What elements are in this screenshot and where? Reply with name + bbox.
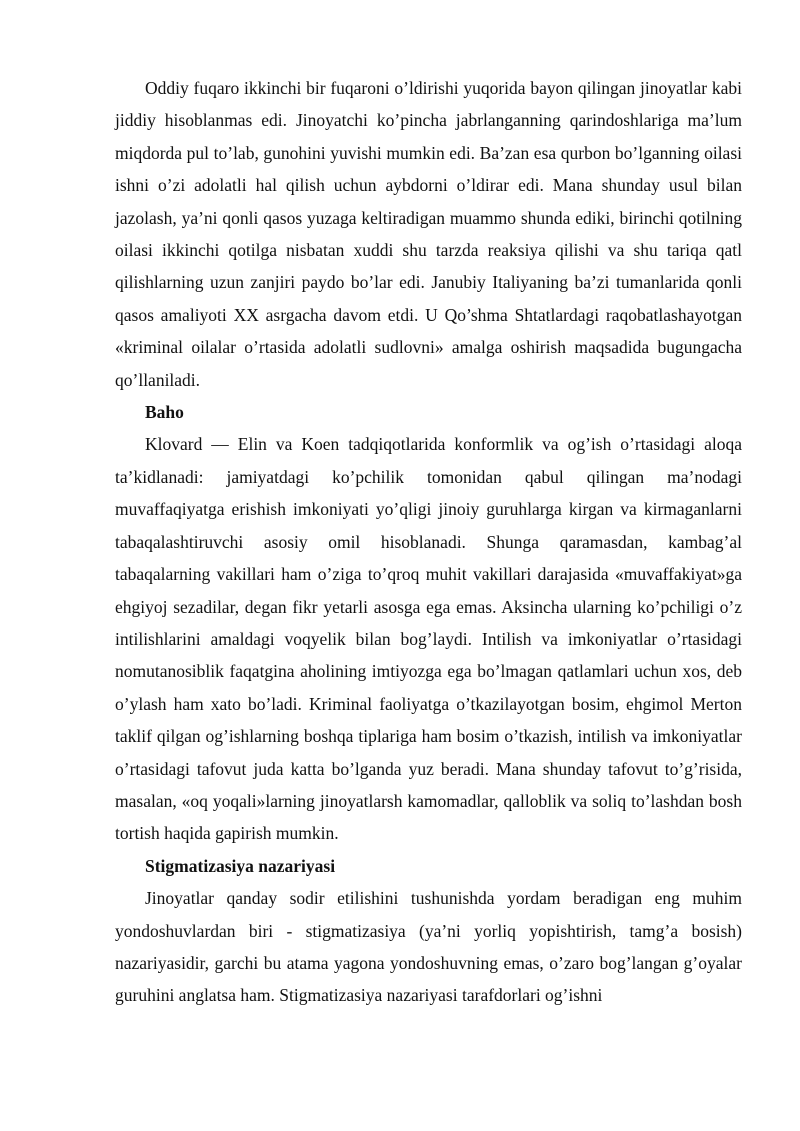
heading-stigmatization-theory: Stigmatizasiya nazariyasi [145,855,336,876]
heading-baho: Baho [145,402,184,423]
document-page [115,72,742,1012]
paragraph-blood-feud: Oddiy fuqaro ikkinchi bir fuqaroni o’ldirishi yuqorida bayon qilingan jinoyatlar kabi jiddiy hisoblanmas edi. Jinoyatchi ko’pincha jabrlanganning qarindoshlariga ma’lum miqdorda pul to’lab, gunohini yuvishi mumkin edi. Ba’zan esa qurbon bo’lganning oilasi ishni o’zi adolatli hal qilish uchun aybdorni o’ldirar edi. Mana shunday usul bilan jazolash, ya’ni qonli qasos yuzaga keltiradigan muammo shunda ediki, birinchi qotilning oilasi ikkinchi qotilga nisbatan xuddi shu tarzda reaksiya qilishi va shu tariqa qatl qilishlarning uzun zanjiri paydo bo’lar edi. Janubiy Italiyaning ba’zi tumanlarida qonli qasos amaliyoti XX asrgacha davom etdi. U Qo’shma Shtatlardagi raqobatlashayotgan «kriminal oilalar o’rtasida adolatli sudlovni» amalga oshirish maqsadida bugungacha qo’llaniladi. [115,78,742,390]
paragraph-stigmatization: Jinoyatlar qanday sodir etilishini tushunishda yordam beradigan eng muhim yondoshuvlardan biri - stigmatizasiya (ya’ni yorliq yopishtirish, tamg’a bosish) nazariyasidir, garchi bu atama yagona yondoshuvning emas, o’zaro bog’langan g’oyalar guruhini anglatsa ham. Stigmatizasiya nazariyasi tarafdorlari og’ishni [115,888,742,1006]
paragraph-evaluation: Klovard — Elin va Koen tadqiqotlarida konformlik va og’ish o’rtasidagi aloqa ta’kidlanadi: jamiyatdagi ko’pchilik tomonidan qabul qilingan ma’nodagi muvaffaqiyatga erishish imkoniyati yo’qligi jinoiy guruhlarga kirgan va kirmaganlarni tabaqalashtiruvchi asosiy omil hisoblanadi. Shunga qaramasdan, kambag’al tabaqalarning vakillari ham o’ziga to’qroq muhit vakillari darajasida «muvaffakiyat»ga ehgiyoj sezadilar, degan fikr yetarli asosga ega emas. Aksincha ularning ko’pchiligi o’z intilishlarini amaldagi voqyelik bilan bog’laydi. Intilish va imkoniyatlar o’rtasidagi nomutanosiblik faqatgina aholining imtiyozga ega bo’lmagan qatlamlari uchun xos, deb o’ylash ham xato bo’ladi. Kriminal faoliyatga o’tkazilayotgan bosim, ehgimol Merton taklif qilgan og’ishlarning boshqa tiplariga ham bosim o’tkazish, intilish va imkoniyatlar o’rtasidagi tafovut juda katta bo’lganda yuz beradi. Mana shunday tafovut to’g’risida, masalan, «oq yoqali»larning jinoyatlarsh kamomadlar, qalloblik va soliq to’lashdan bosh tortish haqida gapirish mumkin. [115,434,742,844]
